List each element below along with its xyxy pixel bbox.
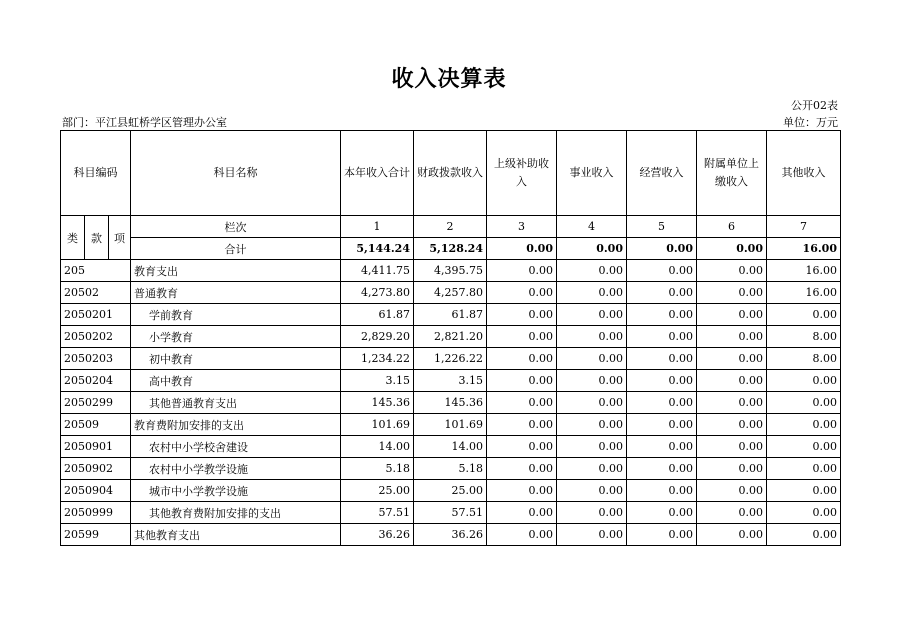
row-name: 初中教育: [131, 348, 341, 370]
header-code: 科目编码: [61, 131, 131, 216]
row-value: 0.00: [557, 326, 627, 348]
row-value: 57.51: [414, 502, 487, 524]
row-value: 0.00: [557, 524, 627, 546]
header-col-5: 经营收入: [627, 131, 697, 216]
row-value: 0.00: [487, 304, 557, 326]
row-name: 学前教育: [131, 304, 341, 326]
table-row: [61, 502, 841, 524]
table-row: [61, 414, 841, 436]
row-value: 0.00: [697, 326, 767, 348]
row-name: 教育费附加安排的支出: [131, 414, 341, 436]
header-col-2: 财政拨款收入: [414, 131, 487, 216]
row-value: 0.00: [697, 524, 767, 546]
row-value: 0.00: [767, 304, 841, 326]
total-cell: 0.00: [557, 238, 627, 260]
header-xiang: 项: [109, 216, 131, 260]
table-row: [61, 436, 841, 458]
row-value: 0.00: [627, 370, 697, 392]
row-value: 0.00: [697, 414, 767, 436]
unit-label: 单位：万元: [783, 116, 838, 129]
row-code: 2050202: [61, 326, 131, 348]
row-value: 0.00: [487, 458, 557, 480]
row-code: 20599: [61, 524, 131, 546]
department-label: 部门：平江县虹桥学区管理办公室: [62, 116, 227, 129]
row-value: 16.00: [767, 282, 841, 304]
row-code: 2050999: [61, 502, 131, 524]
header-col-7: 其他收入: [767, 131, 841, 216]
row-name: 教育支出: [131, 260, 341, 282]
row-value: 0.00: [487, 436, 557, 458]
col-num-4: 4: [557, 216, 627, 238]
row-code: 2050201: [61, 304, 131, 326]
row-value: 145.36: [341, 392, 414, 414]
col-num-7: 7: [767, 216, 841, 238]
row-value: 0.00: [627, 304, 697, 326]
total-label: 合计: [131, 238, 341, 260]
row-value: 61.87: [341, 304, 414, 326]
row-code: 2050902: [61, 458, 131, 480]
row-value: 0.00: [487, 392, 557, 414]
total-row: [61, 238, 841, 260]
row-value: 0.00: [557, 458, 627, 480]
row-value: 0.00: [767, 502, 841, 524]
row-value: 0.00: [697, 502, 767, 524]
row-value: 0.00: [627, 458, 697, 480]
row-code: 205: [61, 260, 131, 282]
row-value: 14.00: [414, 436, 487, 458]
table-row: [61, 326, 841, 348]
row-value: 0.00: [697, 348, 767, 370]
row-value: 0.00: [697, 304, 767, 326]
table-row: [61, 458, 841, 480]
col-num-1: 1: [341, 216, 414, 238]
row-value: 0.00: [557, 348, 627, 370]
row-value: 8.00: [767, 326, 841, 348]
header-row: [61, 131, 841, 216]
row-value: 3.15: [341, 370, 414, 392]
header-lanci: 栏次: [131, 216, 341, 238]
row-value: 0.00: [767, 392, 841, 414]
row-value: 0.00: [697, 392, 767, 414]
row-value: 0.00: [557, 260, 627, 282]
row-code: 20502: [61, 282, 131, 304]
row-code: 2050203: [61, 348, 131, 370]
row-value: 16.00: [767, 260, 841, 282]
header-name: 科目名称: [131, 131, 341, 216]
row-value: 145.36: [414, 392, 487, 414]
row-value: 0.00: [487, 348, 557, 370]
row-value: 0.00: [557, 392, 627, 414]
row-value: 0.00: [627, 392, 697, 414]
row-code: 2050299: [61, 392, 131, 414]
row-value: 0.00: [767, 370, 841, 392]
row-value: 0.00: [487, 326, 557, 348]
col-num-2: 2: [414, 216, 487, 238]
row-name: 小学教育: [131, 326, 341, 348]
row-value: 0.00: [557, 282, 627, 304]
row-value: 101.69: [341, 414, 414, 436]
row-name: 城市中小学教学设施: [131, 480, 341, 502]
header-col-6: 附属单位上缴收入: [697, 131, 767, 216]
col-num-3: 3: [487, 216, 557, 238]
row-value: 0.00: [627, 282, 697, 304]
header-col-4: 事业收入: [557, 131, 627, 216]
column-number-row: [61, 216, 841, 238]
row-name: 普通教育: [131, 282, 341, 304]
row-value: 4,411.75: [341, 260, 414, 282]
income-table: [60, 130, 841, 546]
row-value: 5.18: [414, 458, 487, 480]
header-col-3: 上级补助收入: [487, 131, 557, 216]
row-value: 0.00: [557, 370, 627, 392]
page-title: 收入决算表: [391, 66, 507, 92]
row-value: 0.00: [767, 480, 841, 502]
row-value: 0.00: [627, 436, 697, 458]
row-code: 2050904: [61, 480, 131, 502]
row-value: 3.15: [414, 370, 487, 392]
row-value: 0.00: [487, 370, 557, 392]
total-cell: 16.00: [767, 238, 841, 260]
row-name: 其他教育费附加安排的支出: [131, 502, 341, 524]
row-value: 0.00: [767, 458, 841, 480]
row-value: 0.00: [557, 304, 627, 326]
total-cell: 0.00: [487, 238, 557, 260]
row-code: 2050901: [61, 436, 131, 458]
total-cell: 5,144.24: [341, 238, 414, 260]
row-value: 0.00: [487, 282, 557, 304]
form-number: 公开02表: [791, 99, 838, 112]
row-value: 8.00: [767, 348, 841, 370]
row-value: 0.00: [487, 260, 557, 282]
row-value: 101.69: [414, 414, 487, 436]
row-value: 61.87: [414, 304, 487, 326]
row-name: 其他普通教育支出: [131, 392, 341, 414]
row-value: 4,273.80: [341, 282, 414, 304]
row-value: 0.00: [697, 282, 767, 304]
row-value: 0.00: [627, 414, 697, 436]
row-value: 4,395.75: [414, 260, 487, 282]
row-value: 0.00: [627, 326, 697, 348]
header-kuan: 款: [85, 216, 109, 260]
row-value: 0.00: [487, 480, 557, 502]
row-value: 0.00: [627, 348, 697, 370]
header-lei: 类: [61, 216, 85, 260]
row-name: 农村中小学校舍建设: [131, 436, 341, 458]
row-value: 2,829.20: [341, 326, 414, 348]
row-value: 0.00: [627, 524, 697, 546]
row-value: 0.00: [697, 370, 767, 392]
row-value: 0.00: [627, 480, 697, 502]
row-value: 0.00: [487, 524, 557, 546]
row-value: 0.00: [487, 414, 557, 436]
table-row: [61, 392, 841, 414]
table-row: [61, 524, 841, 546]
row-value: 0.00: [697, 458, 767, 480]
row-value: 4,257.80: [414, 282, 487, 304]
row-value: 1,226.22: [414, 348, 487, 370]
row-value: 0.00: [487, 502, 557, 524]
row-value: 25.00: [414, 480, 487, 502]
col-num-5: 5: [627, 216, 697, 238]
row-value: 5.18: [341, 458, 414, 480]
row-value: 0.00: [557, 480, 627, 502]
table-row: [61, 370, 841, 392]
table-row: [61, 304, 841, 326]
total-cell: 0.00: [697, 238, 767, 260]
total-cell: 5,128.24: [414, 238, 487, 260]
row-value: 0.00: [557, 414, 627, 436]
row-value: 0.00: [697, 260, 767, 282]
row-value: 0.00: [627, 502, 697, 524]
row-code: 2050204: [61, 370, 131, 392]
table-row: [61, 480, 841, 502]
row-value: 0.00: [767, 524, 841, 546]
row-value: 25.00: [341, 480, 414, 502]
row-value: 57.51: [341, 502, 414, 524]
row-value: 0.00: [697, 436, 767, 458]
row-name: 农村中小学教学设施: [131, 458, 341, 480]
total-cell: 0.00: [627, 238, 697, 260]
row-value: 0.00: [767, 436, 841, 458]
row-name: 高中教育: [131, 370, 341, 392]
row-value: 36.26: [341, 524, 414, 546]
row-name: 其他教育支出: [131, 524, 341, 546]
row-value: 14.00: [341, 436, 414, 458]
row-value: 0.00: [697, 480, 767, 502]
table-row: [61, 260, 841, 282]
row-value: 1,234.22: [341, 348, 414, 370]
row-value: 0.00: [627, 260, 697, 282]
row-value: 0.00: [557, 436, 627, 458]
header-col-1: 本年收入合计: [341, 131, 414, 216]
row-code: 20509: [61, 414, 131, 436]
row-value: 0.00: [767, 414, 841, 436]
col-num-6: 6: [697, 216, 767, 238]
table-row: [61, 282, 841, 304]
table-row: [61, 348, 841, 370]
row-value: 0.00: [557, 502, 627, 524]
row-value: 2,821.20: [414, 326, 487, 348]
row-value: 36.26: [414, 524, 487, 546]
